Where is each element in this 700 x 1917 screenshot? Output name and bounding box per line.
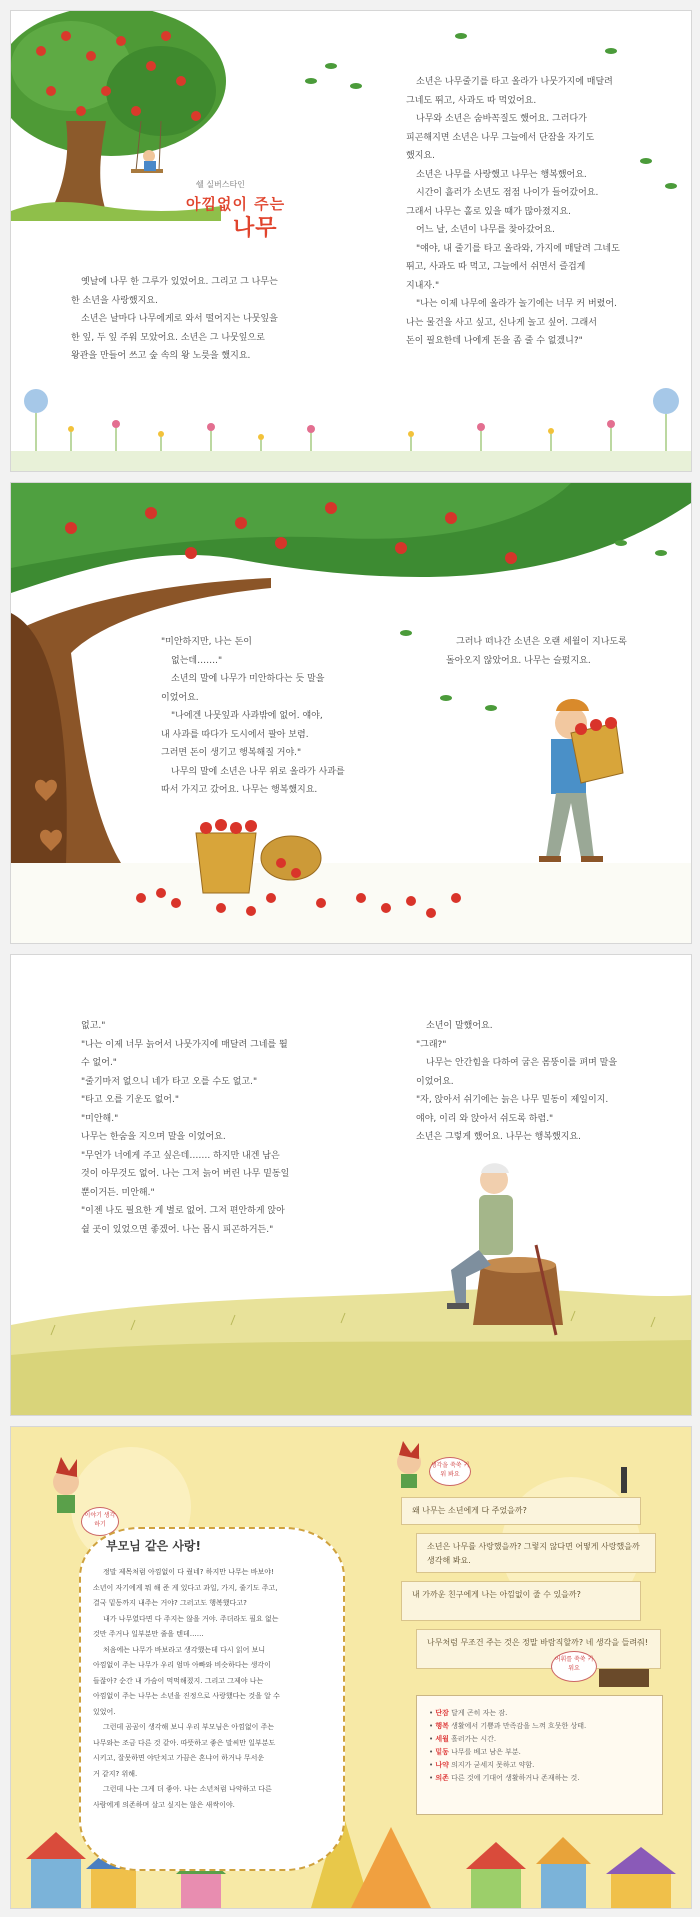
paragraph: 쉴 곳이 있었으면 좋겠어. 나는 몹시 피곤하거든."	[81, 1224, 274, 1235]
paragraph: 한 소년을 사랑했지요.	[71, 295, 158, 306]
paragraph: 했지요.	[406, 151, 435, 161]
paragraph: "타고 오를 기운도 없어."	[81, 1095, 179, 1105]
paragraph: 나무의 말에 소년은 나무 위로 올라가 사과를	[171, 766, 345, 777]
paragraph: 내 사과를 따다가 도시에서 팔아 보렴.	[161, 729, 309, 740]
vocab-item: • 세월 흘러가는 시간.	[429, 1735, 497, 1743]
paragraph: "미안해."	[81, 1113, 119, 1124]
reflection-heading: 부모님 같은 사랑!	[106, 1539, 201, 1553]
paragraph: 내가 나무였다면 다 주지는 않을 거야. 주더라도 필요 없는	[103, 1614, 279, 1623]
paragraph: 것이 아무것도 없어. 나는 그저 늙어 버린 나무 밑동일	[81, 1169, 290, 1179]
paragraph: 아낌없이 주는 나무는 소년을 진정으로 사랑했다는 것을 알 수	[93, 1692, 280, 1700]
badge-vocab: 어휘를 쑥쑥 키워요	[551, 1651, 597, 1682]
paragraph: "무언가 너에게 주고 싶은데……. 하지만 내겐 남은	[81, 1150, 280, 1161]
story-text-left	[161, 633, 401, 800]
story-text-right	[406, 73, 686, 351]
story-text-right	[416, 1017, 686, 1147]
paragraph: 이었어요.	[416, 1076, 454, 1087]
paragraph: 소년은 날마다 나무에게로 와서 떨어지는 나뭇잎을	[81, 314, 278, 324]
paragraph: 거 같지? 위해.	[93, 1769, 138, 1778]
paragraph: 그러면 돈이 생기고 행복해질 거야."	[161, 748, 302, 758]
paragraph: "미안하지만, 나는 돈이	[161, 637, 252, 647]
paragraph: 소년은 나무줄기를 타고 올라가 나뭇가지에 매달려	[416, 77, 613, 87]
paragraph: 소년이 말했어요.	[426, 1021, 493, 1031]
paragraph: "나는 이제 너무 늙어서 나뭇가지에 매달려 그네를 뛸	[81, 1039, 288, 1050]
paragraph: 그러나 떠나간 소년은 오랜 세월이 지나도록	[456, 637, 627, 647]
paragraph: 결국 밑동까지 내주는 거야? 그러고도 행복했다고?	[93, 1599, 247, 1607]
paragraph: 뿐이거든. 미안해."	[81, 1187, 155, 1198]
paragraph: 시키고, 잘못하면 야단치고 가끔은 혼냐어 하거나 무서운	[93, 1754, 265, 1762]
author-name: 쉘 실버스타인	[196, 180, 245, 189]
paragraph: 없고."	[81, 1021, 106, 1031]
paragraph: "얘야, 내 줄기를 타고 올라와, 가지에 매달려 그네도	[416, 243, 620, 254]
story-text-left	[81, 1017, 381, 1239]
paragraph: 돌아오지 않았어요. 나무는 슬펐지요.	[446, 655, 591, 666]
paragraph: 수 없어."	[81, 1058, 117, 1068]
paragraph: 것만 주거나 일부분만 줄을 텐데……	[93, 1630, 204, 1638]
page-spread-3	[10, 954, 692, 1416]
badge-story-think: 이야기 생각하기	[81, 1507, 119, 1536]
paragraph: 아낌없이 주는 나무가 우리 엄마 아빠와 비슷하다는 생각이	[93, 1661, 271, 1669]
paragraph: 처음에는 나무가 바보라고 생각했는데 다시 읽어 보니	[103, 1645, 266, 1654]
book-title-big: 나무	[233, 216, 278, 241]
story-text-right	[446, 633, 676, 670]
paragraph: 한 잎, 두 잎 주워 모았어요. 소년은 그 나뭇잎으로	[71, 332, 265, 343]
vocab-list	[429, 1707, 659, 1785]
paragraph: 옛날에 나무 한 그루가 있었어요. 그리고 그 나무는	[81, 277, 278, 287]
paragraph: 뛰고, 사과도 따 먹고, 그늘에서 쉬면서 즐겁게	[406, 262, 586, 272]
paragraph: "나에겐 나뭇잎과 사과밖에 없어. 얘야,	[171, 711, 323, 721]
story-text-left	[71, 273, 341, 366]
vocab-item: • 단잠 달게 곤히 자는 잠.	[429, 1709, 508, 1717]
paragraph: "이젠 나도 필요한 게 별로 없어. 그저 편안하게 앉아	[81, 1206, 285, 1216]
paragraph: 있었어.	[93, 1707, 116, 1716]
paragraph: 그런데 나는 그게 더 좋아. 나는 소년처럼 나약하고 다른	[103, 1785, 272, 1793]
vocab-item: • 나약 의지가 굳세지 못하고 약함.	[429, 1761, 535, 1769]
paragraph: "줄기마저 없으니 네가 타고 오를 수도 없고."	[81, 1076, 258, 1087]
paragraph: 지내자."	[406, 280, 440, 291]
paragraph: "나는 이제 나무에 올라가 놀기에는 너무 커 버렸어.	[416, 299, 617, 309]
badge-think-more: 생각을 쑥쑥 키워 봐요	[429, 1457, 471, 1486]
paragraph: 그네도 뛰고, 사과도 따 먹었어요.	[406, 95, 537, 106]
paragraph: 나무와 소년은 숨바꼭질도 했어요. 그러다가	[416, 114, 587, 124]
vocab-item: • 밑동 나무를 베고 남은 부분.	[429, 1748, 521, 1756]
book-title: 아낌없이 주는	[186, 195, 286, 213]
paragraph: 없는데……."	[171, 655, 223, 666]
paragraph: 따서 가지고 갔어요. 나무는 행복했지요.	[161, 785, 318, 795]
question-card: 내 가까운 친구에게 나는 아낌없이 줄 수 있을까?	[401, 1581, 641, 1621]
paragraph: 나무와는 조금 다른 것 같아. 따뜻하고 좋은 말씨만 일부분도	[93, 1738, 276, 1747]
vocab-item: • 의존 다른 것에 기대어 생활하거나 존재하는 것.	[429, 1774, 580, 1782]
page-spread-1	[10, 10, 692, 472]
paragraph: 돈이 필요한데 나에게 돈을 좀 줄 수 없겠니?"	[406, 336, 583, 346]
paragraph: 소년은 그렇게 했어요. 나무는 행복했지요.	[416, 1132, 581, 1142]
paragraph: 나는 물건을 사고 싶고, 신나게 놀고 싶어. 그래서	[406, 317, 597, 328]
page-spread-2	[10, 482, 692, 944]
question-card: 나무처럼 무조건 주는 것은 정말 바람직할까? 네 생각을 들려줘!	[416, 1629, 661, 1669]
question-card: 소년은 나무를 사랑했을까? 그렇지 않다면 어떻게 사랑했을까 생각해 봐요.	[416, 1533, 656, 1573]
page-spread-4-activity	[10, 1426, 692, 1909]
paragraph: 소년은 나무를 사랑했고 나무는 행복했어요.	[416, 169, 587, 180]
paragraph: 어느 날, 소년이 나무를 찾아갔어요.	[416, 225, 555, 235]
paragraph: 피곤해지면 소년은 나무 그늘에서 단잠을 자기도	[406, 132, 595, 143]
paragraph: 들잖아? 순간 내 가슴이 먹먹해졌지. 그리고 그제야 나는	[93, 1676, 264, 1685]
paragraph: 나무는 한숨을 지으며 말을 이었어요.	[81, 1132, 226, 1142]
paragraph: 그래서 나무는 홀로 있을 때가 많아졌지요.	[406, 206, 571, 217]
paragraph: 소년이 자기에게 뭐 해 준 게 있다고 과일, 가지, 줄기도 주고,	[93, 1583, 278, 1592]
paragraph: 이었어요.	[161, 692, 199, 703]
paragraph: 나무는 안간힘을 다하여 굽은 몸뚱이를 펴며 말을	[426, 1058, 618, 1068]
paragraph: "그래?"	[416, 1039, 447, 1050]
paragraph: 사람에게 의존하며 살고 싶지는 않은 새싹이야.	[93, 1800, 235, 1809]
paragraph: 정말 제목처럼 아낌없이 다 줬네? 하지만 나무는 바보야!	[103, 1568, 274, 1576]
paragraph: 얘야, 이리 와 앉아서 쉬도록 하렴."	[416, 1113, 554, 1124]
paragraph: 소년의 말에 나무가 미안하다는 듯 말을	[171, 674, 325, 684]
paragraph: 왕관을 만들어 쓰고 숲 속의 왕 노릇을 했지요.	[71, 351, 251, 361]
question-card: 왜 나무는 소년에게 다 주었을까?	[401, 1497, 641, 1525]
paragraph: 시간이 흘러가 소년도 점점 나이가 들어갔어요.	[416, 188, 599, 198]
reflection-text	[93, 1565, 333, 1813]
paragraph: 그런데 곰곰이 생각해 보니 우리 부모님은 아낌없이 주는	[103, 1723, 275, 1731]
vocab-item: • 행복 생활에서 기쁨과 만족감을 느껴 흐뭇한 상태.	[429, 1722, 587, 1730]
paragraph: "자, 앉아서 쉬기에는 늙은 나무 밑동이 제일이지.	[416, 1095, 609, 1105]
